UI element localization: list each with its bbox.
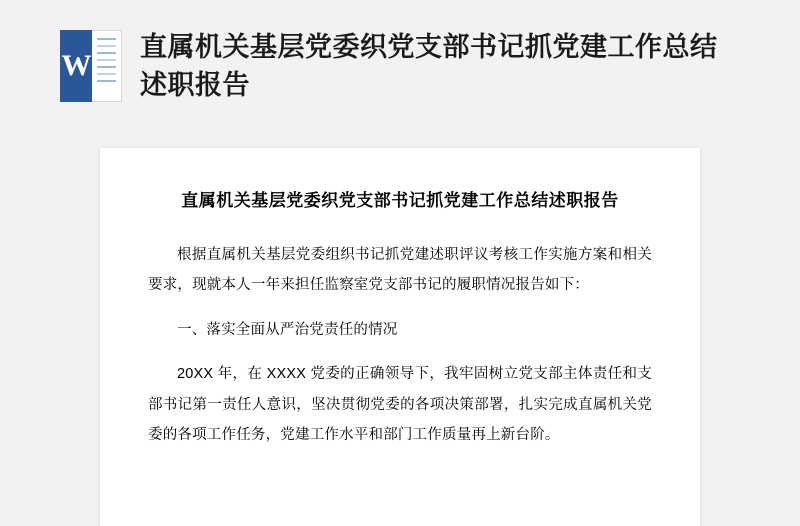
page-title: 直属机关基层党委织党支部书记抓党建工作总结述职报告 [140,32,718,101]
preview-header [0,0,800,110]
document-paragraph: 根据直属机关基层党委组织书记抓党建述职评议考核工作实施方案和相关要求，现就本人一年来担任监察室党支部书记的履职情况报告如下： [148,246,652,294]
document-paragraph: 一、落实全面从严治党责任的情况 [177,321,398,338]
word-icon-lines [92,30,122,102]
document-sheet [100,148,700,526]
word-document-icon [60,30,122,102]
word-icon-letter: W [60,30,92,102]
document-title: 直属机关基层党委织党支部书记抓党建工作总结述职报告 [181,191,619,210]
document-paragraph: 20XX 年，在 XXXX 党委的正确领导下，我牢固树立党支部主体责任和支部书记第一责任人意识，坚决贯彻党委的各项决策部署，扎实完成直属机关党委的各项工作任务，党建工作水平和部门工作质量再上新台阶。 [148,366,652,443]
